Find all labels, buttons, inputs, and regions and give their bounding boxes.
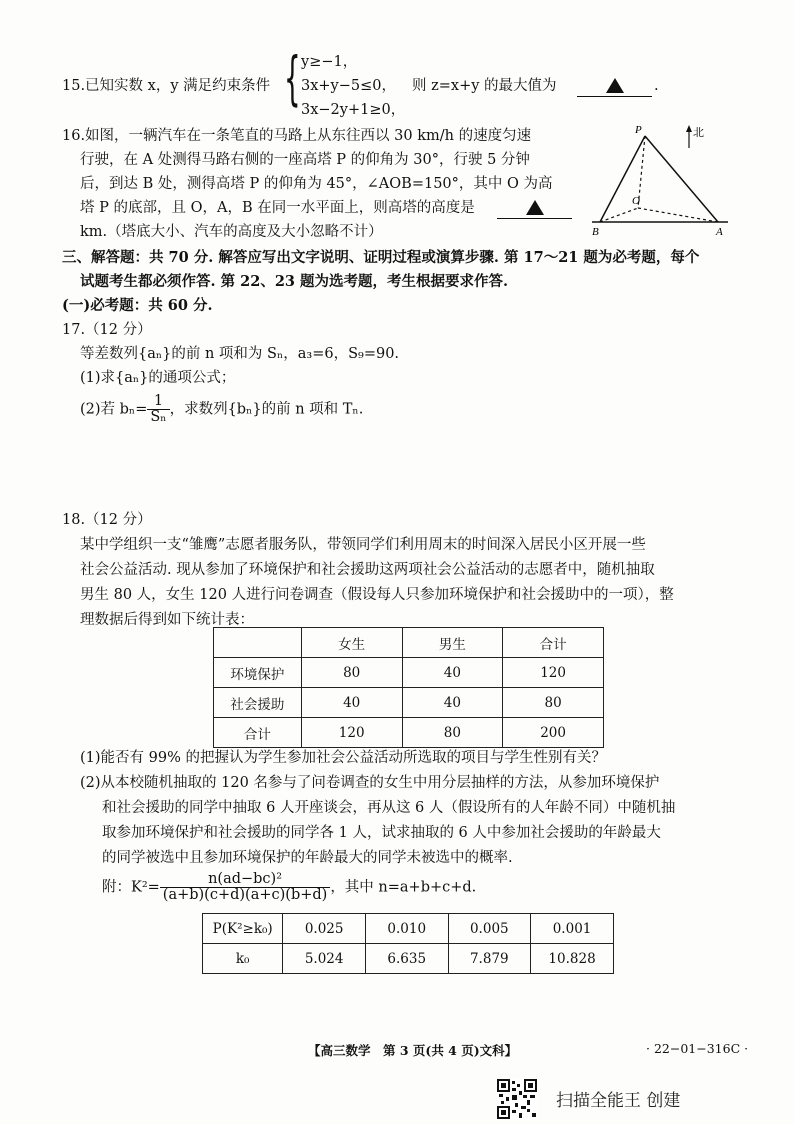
table-cell: 0.001 — [531, 914, 614, 944]
q18-k-table — [202, 913, 614, 974]
q15-answer-blank — [577, 76, 652, 97]
label-north: 北 — [693, 126, 704, 139]
q18-line-1: 某中学组织一支“雏鹰”志愿者服务队，带领同学们利用周末的时间深入居民小区开展一些 — [80, 537, 646, 553]
q16-line-4: 塔 P 的底部，且 O，A，B 在同一水平面上，则高塔的高度是 — [80, 200, 475, 216]
q18-line-4: 理数据后得到如下统计表： — [80, 612, 254, 628]
q15-constraint-1: y≥−1， — [301, 54, 358, 70]
brace-symbol: { — [284, 44, 301, 112]
q18-part-2-line-2: 和社会援助的同学中抽取 6 人开座谈会，再从这 6 人（假设所有的人年龄不同）中随机抽 — [102, 800, 676, 816]
q18-stats-table — [213, 627, 604, 748]
table-cell: 80 — [301, 658, 402, 688]
footer-page-info: 【高三数学 第 3 页(共 4 页)文科】 — [308, 1043, 518, 1058]
formula-fraction — [160, 872, 331, 903]
q15-prefix: 15.已知实数 x，y 满足约束条件 — [62, 78, 271, 94]
q16-answer-blank — [497, 198, 572, 219]
q17-part-2-suffix: ，求数列{bₙ}的前 n 项和 Tₙ. — [169, 401, 364, 418]
footer-code: · 22−01−316C · — [646, 1041, 749, 1056]
table-cell: 0.025 — [283, 914, 366, 944]
q17-fraction — [147, 394, 169, 425]
q18-heading: 18.（12 分） — [62, 512, 152, 528]
label-a: A — [716, 226, 723, 238]
q18-part-2-line-3: 取参加环境保护和社会援助的同学各 1 人，试求抽取的 6 人中参加社会援助的年龄最大 — [102, 825, 661, 841]
table-cell — [214, 628, 302, 658]
watermark-text: 扫描全能王 创建 — [556, 1091, 681, 1111]
qr-code-icon — [497, 1079, 537, 1119]
table-cell: 合计 — [503, 628, 604, 658]
label-b: B — [592, 226, 599, 238]
q15-suffix: 则 z=x+y 的最大值为 — [412, 78, 557, 94]
triangle-icon — [526, 200, 544, 215]
table-cell: 女生 — [301, 628, 402, 658]
table-cell: 男生 — [402, 628, 503, 658]
q18-part-2-line-4: 的同学被选中且参加环境保护的年龄最大的同学未被选中的概率. — [102, 850, 513, 866]
q16-line-3: 后，到达 B 处，测得高塔 P 的仰角为 45°，∠AOB=150°，其中 O 为高 — [80, 176, 553, 192]
table-cell: 120 — [503, 658, 604, 688]
q18-line-3: 男生 80 人，女生 120 人进行问卷调查（假设每人只参加环境保护和社会援助中的一项），整 — [80, 587, 674, 603]
table-row — [214, 718, 604, 748]
section3-subheading: (一)必考题：共 60 分. — [62, 297, 213, 314]
table-cell: 40 — [301, 688, 402, 718]
label-o: O — [632, 195, 640, 207]
q16-line-2: 行驶，在 A 处测得马路右侧的一座高塔 P 的仰角为 30°，行驶 5 分钟 — [80, 152, 530, 168]
formula-suffix: ，其中 n=a+b+c+d. — [330, 879, 477, 896]
table-cell: 120 — [301, 718, 402, 748]
q18-line-2: 社会公益活动. 现从参加了环境保护和社会援助这两项社会公益活动的志愿者中，随机抽取 — [80, 562, 655, 578]
table-cell: 40 — [402, 658, 503, 688]
section3-line-1: 三、解答题：共 70 分. 解答应写出文字说明、证明过程或演算步骤. 第 17～21 题为必考题，每个 — [62, 249, 700, 266]
table-cell: 6.635 — [365, 944, 448, 974]
table-cell: 80 — [402, 718, 503, 748]
table-cell: 5.024 — [283, 944, 366, 974]
table-cell: k₀ — [203, 944, 283, 974]
segment-pa — [645, 136, 718, 222]
q18-formula — [102, 872, 476, 903]
table-row — [203, 914, 614, 944]
q16-tower-figure — [588, 120, 748, 240]
q18-part-2-line-1: (2)从本校随机抽取的 120 名参与了问卷调查的女生中用分层抽样的方法，从参加环境保护 — [80, 775, 660, 791]
segment-oa — [638, 208, 718, 222]
table-cell: P(K²≥k₀) — [203, 914, 283, 944]
formula-denominator: (a+b)(c+d)(a+c)(b+d) — [162, 887, 328, 903]
q17-part-2-prefix: (2)若 bₙ= — [80, 401, 148, 418]
q16-line-1: 16.如图，一辆汽车在一条笔直的马路上从东往西以 30 km/h 的速度匀速 — [62, 128, 532, 144]
q17-fraction-denominator: Sₙ — [150, 409, 167, 425]
q17-part-2 — [80, 394, 363, 425]
q17-fraction-numerator: 1 — [147, 394, 169, 410]
table-cell: 0.005 — [448, 914, 531, 944]
table-cell: 环境保护 — [214, 658, 302, 688]
table-cell: 合计 — [214, 718, 302, 748]
table-cell: 40 — [402, 688, 503, 718]
q17-part-1: (1)求{aₙ}的通项公式； — [80, 370, 236, 386]
table-cell: 10.828 — [531, 944, 614, 974]
formula-numerator: n(ad−bc)² — [160, 872, 331, 888]
table-row — [214, 658, 604, 688]
table-cell: 0.010 — [365, 914, 448, 944]
table-row — [203, 944, 614, 974]
q17-heading: 17.（12 分） — [62, 322, 152, 338]
north-arrow-head — [686, 125, 692, 132]
section3-line-2: 试题考生都必须作答. 第 22、23 题为选考题，考生根据要求作答. — [80, 273, 509, 290]
table-row — [214, 688, 604, 718]
q17-stem: 等差数列{aₙ}的前 n 项和为 Sₙ，a₃=6，S₉=90. — [80, 346, 400, 362]
triangle-icon — [606, 78, 624, 93]
formula-prefix: 附：K²= — [102, 879, 160, 896]
q16-line-5: km.（塔底大小、汽车的高度及大小忽略不计） — [80, 224, 383, 240]
q15-end: . — [654, 78, 659, 94]
q15-constraint-2: 3x+y−5≤0， — [301, 78, 396, 94]
label-p: P — [635, 124, 642, 136]
table-cell: 7.879 — [448, 944, 531, 974]
table-cell: 社会援助 — [214, 688, 302, 718]
q15-constraint-3: 3x−2y+1≥0， — [301, 102, 406, 118]
table-cell: 200 — [503, 718, 604, 748]
table-header-row — [214, 628, 604, 658]
segment-pb — [600, 136, 645, 222]
table-cell: 80 — [503, 688, 604, 718]
q18-part-1: (1)能否有 99% 的把握认为学生参加社会公益活动所选取的项目与学生性别有关？ — [80, 750, 606, 766]
